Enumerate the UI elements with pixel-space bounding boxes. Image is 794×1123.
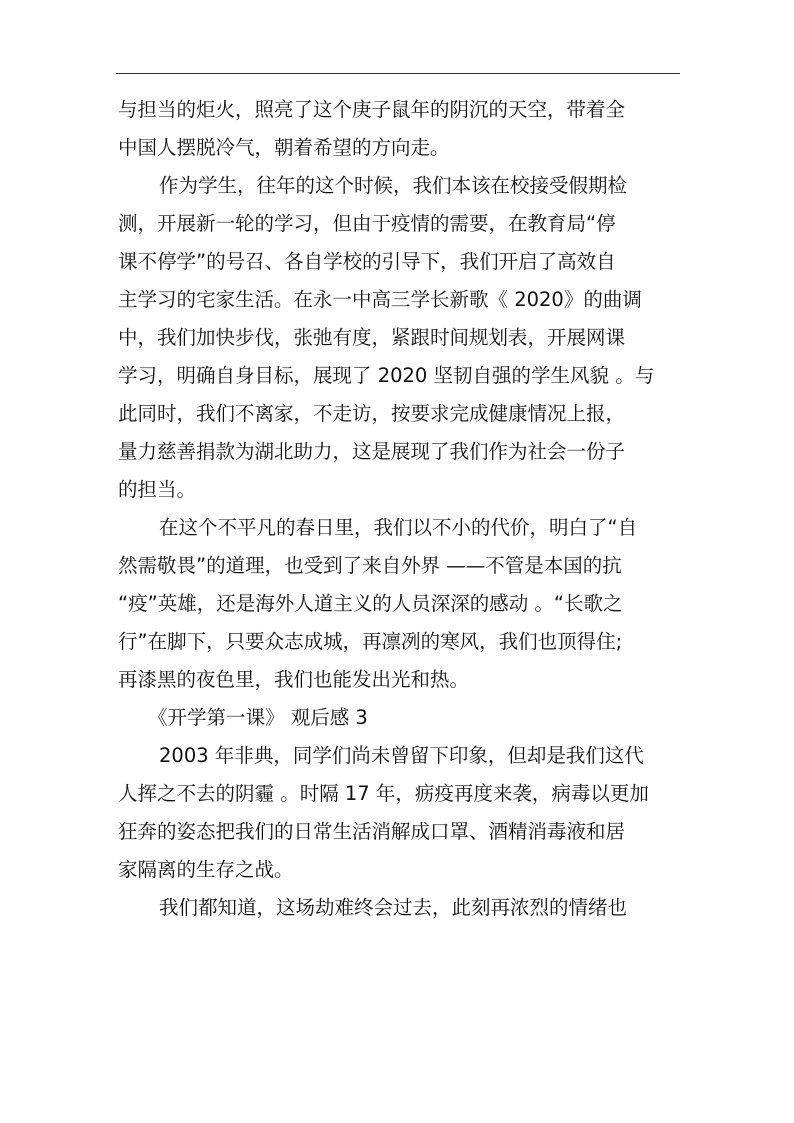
header-rule	[116, 73, 680, 74]
text-line: “疫”英雄，还是海外人道主义的人员深深的感动 。“长歌之	[118, 592, 623, 615]
text-line: 测，开展新一轮的学习，但由于疫情的需要，在教育局“停	[118, 212, 616, 235]
section-heading: 《开学第一课》 观后感 3	[148, 706, 368, 729]
text-line: 人挥之不去的阴霾 。时隔 17 年，疬疫再度来袭，病毒以更加	[118, 782, 649, 805]
text-line: 行”在脚下，只要众志成城，再凛冽的寒风，我们也顶得住;	[118, 630, 623, 653]
paragraph-start-line: 在这个不平凡的春日里，我们以不小的代价，明白了“自	[159, 516, 638, 539]
text-line: 主学习的宅家生活。在永一中高三学长新歌《 2020》的曲调	[118, 288, 642, 311]
text-line: 中国人摆脱冷气，朝着希望的方向走。	[118, 136, 450, 159]
text-line: 然需敬畏”的道理，也受到了来自外界 ——不管是本国的抗	[118, 554, 622, 577]
text-line: 此同时，我们不离家，不走访，按要求完成健康情况上报，	[118, 402, 626, 425]
text-line: 再漆黑的夜色里，我们也能发出光和热。	[118, 668, 470, 691]
text-line: 狂奔的姿态把我们的日常生活消解成口罩、酒精消毒液和居	[118, 820, 626, 843]
paragraph-start-line: 2003 年非典，同学们尚未曾留下印象，但却是我们这代	[159, 744, 644, 767]
paragraph-start-line: 我们都知道，这场劫难终会过去，此刻再浓烈的情绪也	[159, 896, 628, 919]
document-body	[118, 91, 684, 927]
text-line: 家隔离的生存之战。	[118, 858, 294, 881]
paragraph-start-line: 作为学生，往年的这个时候，我们本该在校接受假期检	[159, 174, 628, 197]
text-line: 量力慈善捐款为湖北助力，这是展现了我们作为社会一份子	[118, 440, 626, 463]
text-line: 学习，明确自身目标，展现了 2020 坚韧自强的学生风貌 。与	[118, 364, 655, 387]
text-line: 课不停学”的号召、各自学校的引导下，我们开启了高效自	[118, 250, 616, 273]
text-line: 的担当。	[118, 478, 197, 501]
text-line: 与担当的炬火，照亮了这个庚子鼠年的阴沉的天空，带着全	[118, 98, 626, 121]
text-line: 中，我们加快步伐，张弛有度，紧跟时间规划表，开展网课	[118, 326, 626, 349]
